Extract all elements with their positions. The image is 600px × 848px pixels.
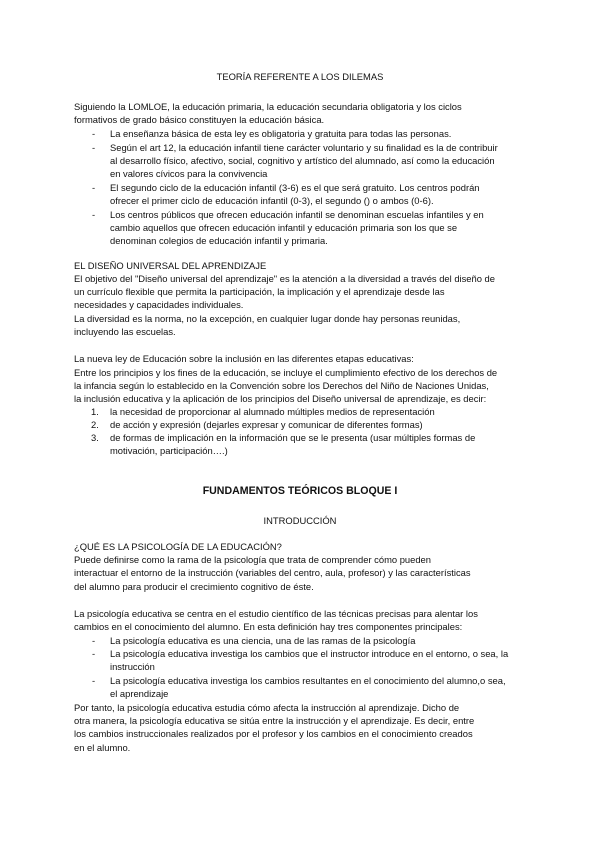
- list-line: la necesidad de proporcionar al alumnado múltiples medios de representación: [110, 406, 435, 417]
- bullet-line: Según el art 12, la educación infantil tiene carácter voluntario y su finalidad es la de contribuir: [110, 142, 498, 153]
- list-number: 2.: [91, 419, 99, 430]
- paragraph-line: El objetivo del "Diseño universal del aprendizaje" es la atención a la diversidad a través del diseño de: [74, 273, 495, 284]
- paragraph-line: incluyendo las escuelas.: [74, 326, 176, 337]
- bullet-marker: -: [92, 635, 96, 646]
- paragraph-line: cambios en el conocimiento del alumno. En esta definición hay tres componentes principales:: [74, 621, 463, 632]
- bullet-line: denominan colegios de educación infantil y primaria.: [110, 235, 328, 246]
- paragraph-line: Por tanto, la psicología educativa estudia cómo afecta la instrucción al aprendizaje. Dicho de: [74, 702, 460, 713]
- paragraph-line: un currículo flexible que permita la participación, la implicación y el aprendizaje desde las: [74, 286, 445, 297]
- bullet-line: en valores cívicos para la convivencia: [110, 168, 268, 179]
- question-heading: ¿QUÉ ES LA PSICOLOGÍA DE LA EDUCACIÓN?: [74, 541, 282, 552]
- bullet-line: ofrecer el primer ciclo de educación infantil (0-3), el segundo () o ambos (0-6).: [110, 195, 434, 206]
- paragraph-line: Entre los principios y los fines de la educación, se incluye el cumplimiento efectivo de los derechos de: [74, 367, 498, 378]
- bullet-line: La psicología educativa investiga los cambios resultantes en el conocimiento del alumno,o sea,: [110, 675, 506, 686]
- bullet-line: Los centros públicos que ofrecen educación infantil se denominan escuelas infantiles y en: [110, 209, 484, 220]
- paragraph-line: los cambios instruccionales realizados por el profesor y los cambios en el conocimiento creados: [74, 728, 473, 739]
- list-line: de formas de implicación en la información que se le presenta (usar múltiples formas de: [110, 432, 476, 443]
- paragraph-line: la inclusión educativa y la aplicación de los principios del Diseño universal de aprendizaje, es decir:: [74, 393, 487, 404]
- paragraph-line: interactuar el entorno de la instrucción (variables del centro, aula, profesor) y las características: [74, 567, 471, 578]
- bullet-line: La enseñanza básica de esta ley es obligatoria y gratuita para todas las personas.: [110, 128, 452, 139]
- list-line: motivación, participación….): [110, 445, 228, 456]
- paragraph-line: del alumno para producir el crecimiento cognitivo de éste.: [74, 581, 314, 592]
- list-line: de acción y expresión (dejarles expresar y comunicar de diferentes formas): [110, 419, 423, 430]
- bullet-line: al desarrollo físico, afectivo, social, cognitivo y artístico del alumnado, así como la educación: [110, 155, 495, 166]
- section-title-bloque: FUNDAMENTOS TEÓRICOS BLOQUE I: [202, 485, 398, 497]
- bullet-line: La psicología educativa es una ciencia, una de las ramas de la psicología: [110, 635, 416, 646]
- bullet-line: La psicología educativa investiga los cambios que el instructor introduce en el entorno, o sea, la: [110, 648, 509, 659]
- bullet-line: El segundo ciclo de la educación infantil (3-6) es el que será gratuito. Los centros podrán: [110, 182, 480, 193]
- intro-line: Siguiendo la LOMLOE, la educación primaria, la educación secundaria obligatoria y los ciclos: [74, 101, 462, 112]
- bullet-marker: -: [92, 675, 96, 686]
- section-heading-diseno: EL DISEÑO UNIVERSAL DEL APRENDIZAJE: [74, 260, 267, 271]
- section-subtitle: INTRODUCCIÓN: [263, 515, 337, 526]
- paragraph-line: La nueva ley de Educación sobre la inclusión en las diferentes etapas educativas:: [74, 353, 414, 364]
- bullet-marker: -: [92, 128, 96, 139]
- paragraph-line: otra manera, la psicología educativa se sitúa entre la instrucción y el aprendizaje. Es decir, entre: [74, 715, 475, 726]
- section-title-dilemas: TEORÍA REFERENTE A LOS DILEMAS: [216, 71, 384, 82]
- bullet-marker: -: [92, 182, 96, 193]
- paragraph-line: La diversidad es la norma, no la excepción, en cualquier lugar donde hay personas reunidas,: [74, 313, 461, 324]
- paragraph-line: en el alumno.: [74, 742, 131, 753]
- bullet-marker: -: [92, 648, 96, 659]
- list-number: 3.: [91, 432, 99, 443]
- bullet-marker: -: [92, 142, 96, 153]
- paragraph-line: necesidades y capacidades individuales.: [74, 299, 244, 310]
- paragraph-line: la infancia según lo establecido en la Convención sobre los Derechos del Niño de Naciones Unidas,: [74, 380, 489, 391]
- bullet-marker: -: [92, 209, 96, 220]
- bullet-line: cambio aquellos que ofrecen educación infantil y educación primaria son los que se: [110, 222, 458, 233]
- paragraph-line: Puede definirse como la rama de la psicología que trata de comprender cómo pueden: [74, 554, 431, 565]
- list-number: 1.: [91, 406, 99, 417]
- intro-line: formativos de grado básico constituyen la educación básica.: [74, 114, 325, 125]
- bullet-line: el aprendizaje: [110, 688, 169, 699]
- bullet-line: instrucción: [110, 661, 155, 672]
- paragraph-line: La psicología educativa se centra en el estudio científico de las técnicas precisas para alentar los: [74, 608, 478, 619]
